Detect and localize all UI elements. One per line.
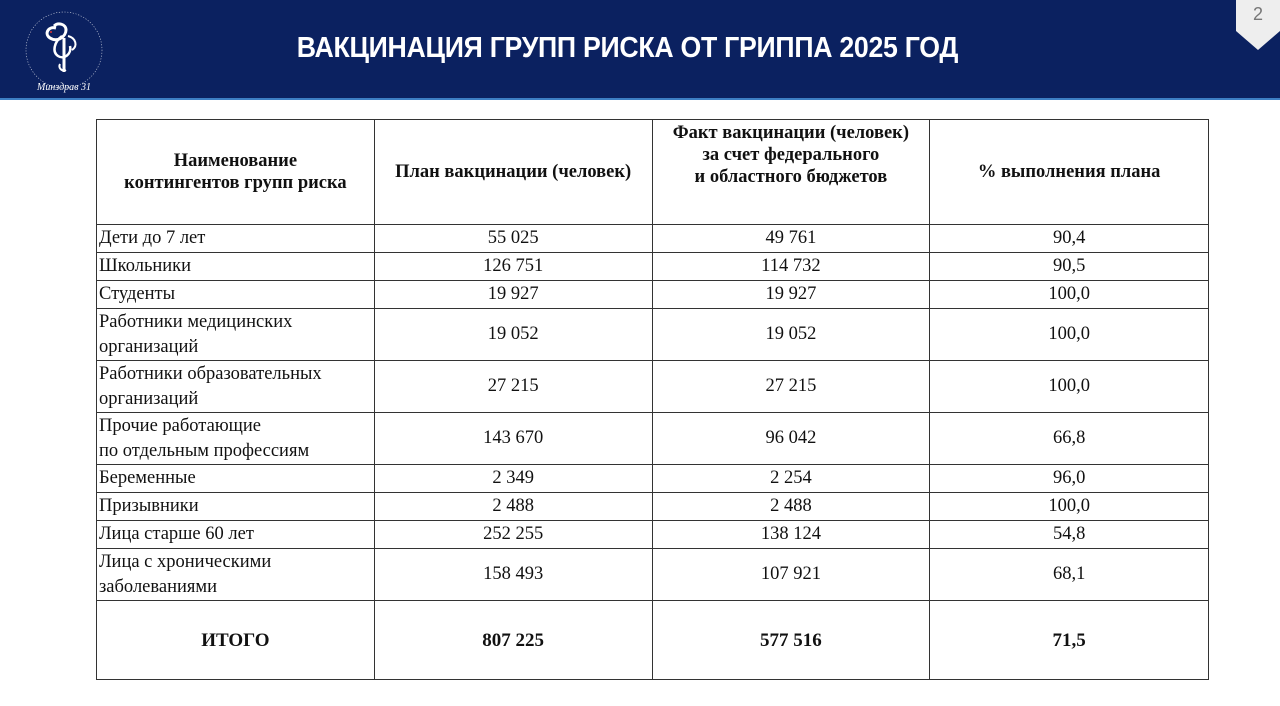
table-row [97,521,1209,549]
group-name: Беременные [97,465,375,493]
group-name: Школьники [97,253,375,281]
table-row [97,309,1209,361]
plan-value: 55 025 [374,225,652,253]
table-header-row [97,120,1209,225]
group-name: Студенты [97,281,375,309]
total-percent: 71,5 [930,601,1209,680]
group-name: Дети до 7 лет [97,225,375,253]
page-number: 2 [1252,4,1263,24]
plan-value: 252 255 [374,521,652,549]
plan-value: 126 751 [374,253,652,281]
percent-value: 100,0 [930,281,1209,309]
plan-value: 2 349 [374,465,652,493]
fact-value: 96 042 [652,413,930,465]
group-name: Работники образовательных организаций [97,361,375,413]
group-name: Призывники [97,493,375,521]
header-band [0,0,1280,100]
percent-value: 68,1 [930,549,1209,601]
group-name: Работники медицинских организаций [97,309,375,361]
table-row [97,549,1209,601]
table-row [97,465,1209,493]
fact-value: 49 761 [652,225,930,253]
percent-value: 96,0 [930,465,1209,493]
percent-value: 100,0 [930,309,1209,361]
fact-value: 2 488 [652,493,930,521]
group-name: Лица старше 60 лет [97,521,375,549]
percent-value: 90,5 [930,253,1209,281]
plan-value: 19 927 [374,281,652,309]
total-fact: 577 516 [652,601,930,680]
group-name: Прочие работающие по отдельным профессиям [97,413,375,465]
fact-value: 19 052 [652,309,930,361]
plan-value: 2 488 [374,493,652,521]
table-row [97,493,1209,521]
table-row [97,413,1209,465]
plan-value: 143 670 [374,413,652,465]
svg-text:Минздрав 31: Минздрав 31 [37,82,91,93]
group-name: Лица с хроническими заболеваниями [97,549,375,601]
plan-value: 158 493 [374,549,652,601]
percent-value: 66,8 [930,413,1209,465]
table-row [97,281,1209,309]
column-header-plan: План вакцинации (человек) [374,120,652,225]
percent-value: 100,0 [930,493,1209,521]
fact-value: 19 927 [652,281,930,309]
total-label: ИТОГО [97,601,375,680]
percent-value: 100,0 [930,361,1209,413]
column-header-group: Наименование контингентов групп риска [97,120,375,225]
fact-value: 114 732 [652,253,930,281]
column-header-percent: % выполнения плана [930,120,1209,225]
percent-value: 90,4 [930,225,1209,253]
column-header-fact: Факт вакцинации (человек) за счет федерального и областного бюджетов [652,120,930,225]
fact-value: 2 254 [652,465,930,493]
fact-value: 107 921 [652,549,930,601]
table-row [97,225,1209,253]
vaccination-table [96,119,1209,680]
total-row [97,601,1209,680]
table-row [97,361,1209,413]
total-plan: 807 225 [374,601,652,680]
fact-value: 138 124 [652,521,930,549]
table-row [97,253,1209,281]
fact-value: 27 215 [652,361,930,413]
plan-value: 27 215 [374,361,652,413]
percent-value: 54,8 [930,521,1209,549]
plan-value: 19 052 [374,309,652,361]
page-title: ВАКЦИНАЦИЯ ГРУПП РИСКА ОТ ГРИППА 2025 ГОД [296,31,959,64]
